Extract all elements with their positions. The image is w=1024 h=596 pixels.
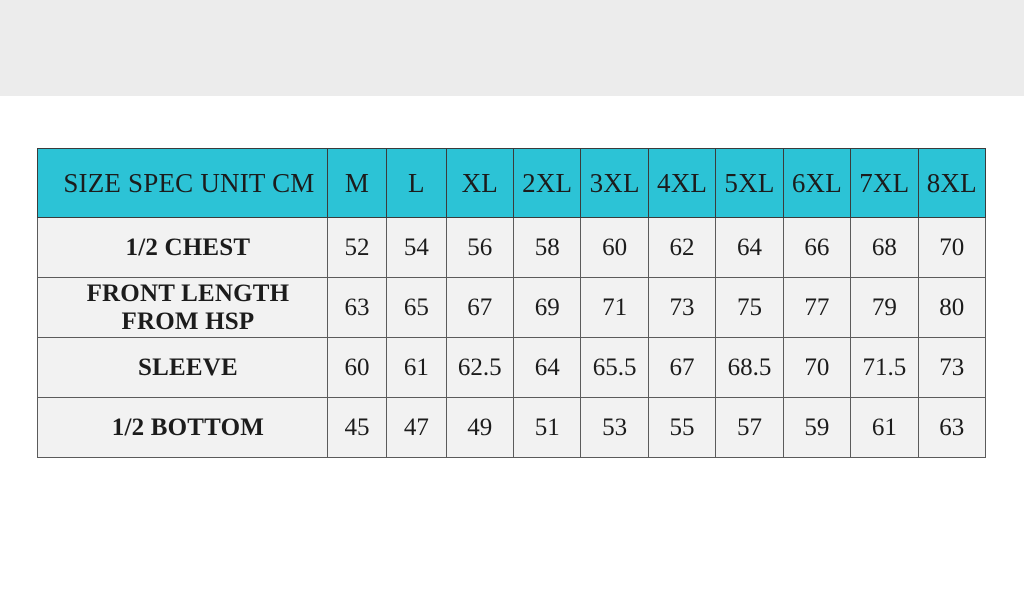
chest-m: 52 bbox=[327, 218, 386, 278]
size-header-l: L bbox=[387, 149, 446, 218]
size-header-xl: XL bbox=[446, 149, 513, 218]
size-header-3xl: 3XL bbox=[581, 149, 648, 218]
measurement-label-front-length: FRONT LENGTH FROM HSP bbox=[38, 278, 328, 338]
sleeve-5xl: 68.5 bbox=[716, 338, 783, 398]
front-length-xl: 67 bbox=[446, 278, 513, 338]
front-length-5xl: 75 bbox=[716, 278, 783, 338]
table-row bbox=[38, 218, 986, 278]
bottom-8xl: 63 bbox=[918, 398, 985, 458]
bottom-3xl: 53 bbox=[581, 398, 648, 458]
size-chart-table-container bbox=[37, 148, 986, 458]
chest-7xl: 68 bbox=[851, 218, 918, 278]
size-header-5xl: 5XL bbox=[716, 149, 783, 218]
sleeve-l: 61 bbox=[387, 338, 446, 398]
front-length-l: 65 bbox=[387, 278, 446, 338]
bottom-4xl: 55 bbox=[648, 398, 715, 458]
sleeve-8xl: 73 bbox=[918, 338, 985, 398]
measurement-label-chest: 1/2 CHEST bbox=[38, 218, 328, 278]
sleeve-6xl: 70 bbox=[783, 338, 850, 398]
bottom-5xl: 57 bbox=[716, 398, 783, 458]
table-header-row bbox=[38, 149, 986, 218]
front-length-7xl: 79 bbox=[851, 278, 918, 338]
chest-2xl: 58 bbox=[514, 218, 581, 278]
front-length-8xl: 80 bbox=[918, 278, 985, 338]
chest-xl: 56 bbox=[446, 218, 513, 278]
front-length-4xl: 73 bbox=[648, 278, 715, 338]
background-band bbox=[0, 0, 1024, 96]
size-spec-table bbox=[37, 148, 986, 458]
table-row bbox=[38, 278, 986, 338]
front-length-6xl: 77 bbox=[783, 278, 850, 338]
size-header-6xl: 6XL bbox=[783, 149, 850, 218]
bottom-2xl: 51 bbox=[514, 398, 581, 458]
measurement-label-sleeve: SLEEVE bbox=[38, 338, 328, 398]
sleeve-7xl: 71.5 bbox=[851, 338, 918, 398]
size-header-4xl: 4XL bbox=[648, 149, 715, 218]
table-title-cell: SIZE SPEC UNIT CM bbox=[38, 149, 328, 218]
chest-8xl: 70 bbox=[918, 218, 985, 278]
size-header-2xl: 2XL bbox=[514, 149, 581, 218]
bottom-xl: 49 bbox=[446, 398, 513, 458]
table-row bbox=[38, 398, 986, 458]
front-length-3xl: 71 bbox=[581, 278, 648, 338]
chest-4xl: 62 bbox=[648, 218, 715, 278]
sleeve-2xl: 64 bbox=[514, 338, 581, 398]
size-header-m: M bbox=[327, 149, 386, 218]
sleeve-m: 60 bbox=[327, 338, 386, 398]
sleeve-3xl: 65.5 bbox=[581, 338, 648, 398]
bottom-l: 47 bbox=[387, 398, 446, 458]
chest-5xl: 64 bbox=[716, 218, 783, 278]
measurement-label-bottom: 1/2 BOTTOM bbox=[38, 398, 328, 458]
front-length-2xl: 69 bbox=[514, 278, 581, 338]
size-header-8xl: 8XL bbox=[918, 149, 985, 218]
sleeve-xl: 62.5 bbox=[446, 338, 513, 398]
size-header-7xl: 7XL bbox=[851, 149, 918, 218]
chest-6xl: 66 bbox=[783, 218, 850, 278]
table-row bbox=[38, 338, 986, 398]
bottom-6xl: 59 bbox=[783, 398, 850, 458]
bottom-7xl: 61 bbox=[851, 398, 918, 458]
chest-3xl: 60 bbox=[581, 218, 648, 278]
sleeve-4xl: 67 bbox=[648, 338, 715, 398]
front-length-m: 63 bbox=[327, 278, 386, 338]
bottom-m: 45 bbox=[327, 398, 386, 458]
chest-l: 54 bbox=[387, 218, 446, 278]
